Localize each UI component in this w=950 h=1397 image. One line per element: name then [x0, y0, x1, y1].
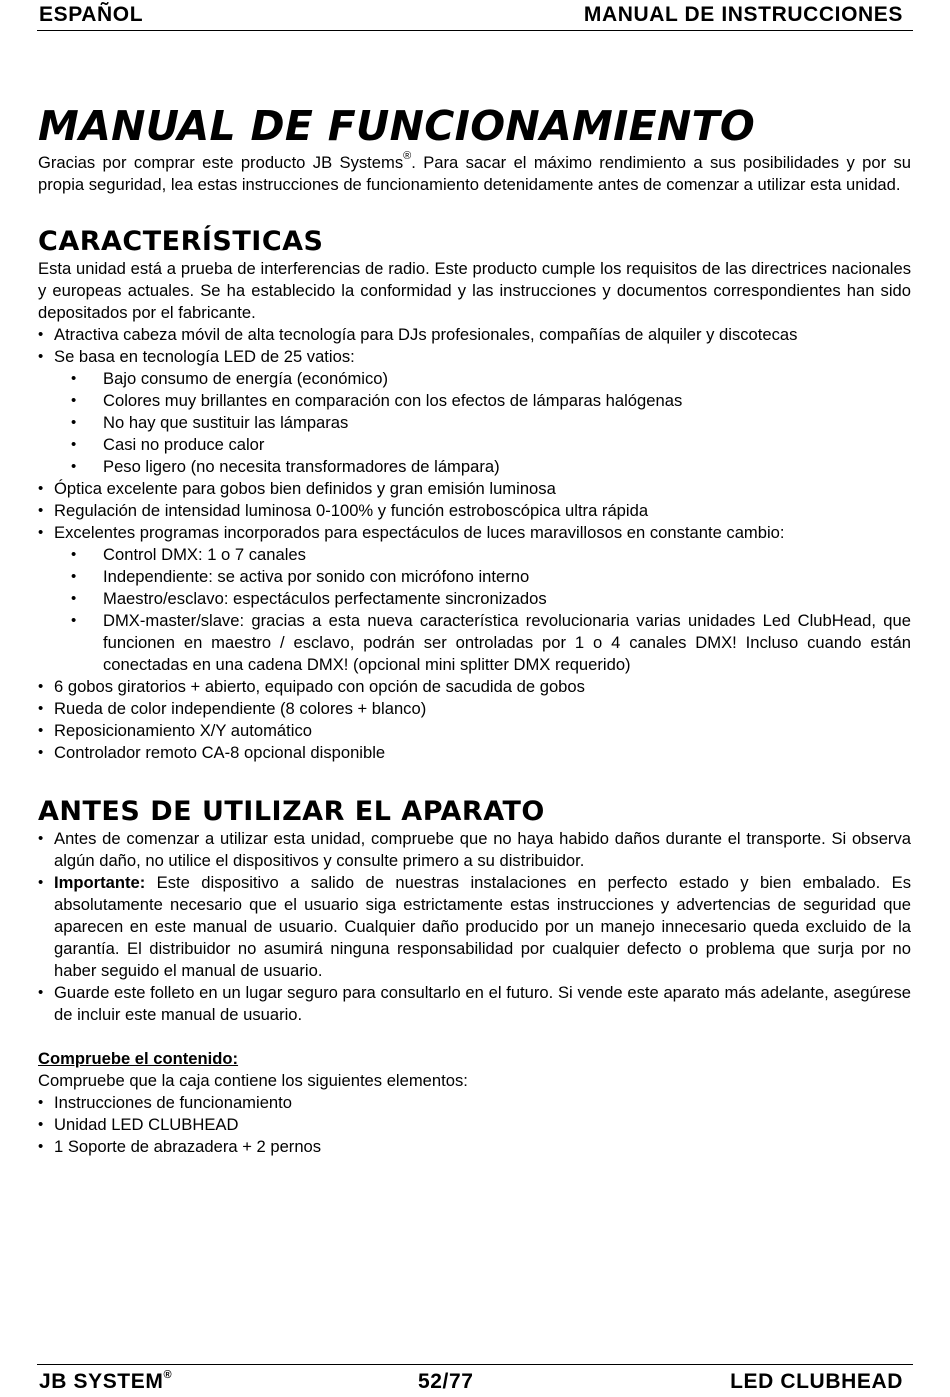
list-item: • Unidad LED CLUBHEAD — [38, 1114, 911, 1136]
list-item: • Control DMX: 1 o 7 canales — [38, 544, 911, 566]
intro-paragraph — [38, 152, 911, 196]
header-manual-title: MANUAL DE INSTRUCCIONES — [583, 3, 903, 26]
footer-product-name: LED CLUBHEAD — [730, 1370, 903, 1393]
page-header — [37, 2, 913, 31]
list-item: • 1 Soporte de abrazadera + 2 pernos — [38, 1136, 911, 1158]
list-item: • Independiente: se activa por sonido con micrófono interno — [38, 566, 911, 588]
features-heading: CARACTERÍSTICAS — [38, 226, 324, 257]
footer-brand-name: JB SYSTEM — [39, 1370, 164, 1393]
list-item: • Peso ligero (no necesita transformadores de lámpara) — [38, 456, 911, 478]
list-item: • Instrucciones de funcionamiento — [38, 1092, 911, 1114]
footer-registered-mark: ® — [163, 1369, 173, 1381]
list-item: • Guarde este folleto en un lugar seguro para consultarlo en el futuro. Si vende este aparato más adelante, asegúrese de incluir este manual de usuario. — [38, 982, 911, 1026]
list-item-label: Se basa en tecnología LED de 25 vatios: — [54, 347, 355, 366]
list-item: • Antes de comenzar a utilizar esta unidad, compruebe que no haya habido daños durante el transporte. Si observa algún daño, no utilice el dispositivos y consulte primero a su distribuidor. — [38, 828, 911, 872]
page-content — [38, 104, 911, 1158]
list-item — [38, 522, 911, 676]
list-item: • Reposicionamiento X/Y automático — [38, 720, 911, 742]
list-item: • Regulación de intensidad luminosa 0-100% y función estroboscópica ultra rápida — [38, 500, 911, 522]
before-use-list — [38, 828, 911, 1026]
led-sublist — [38, 368, 911, 478]
intro-text-after: . Para sacar el máximo rendimiento a sus posibilidades y por su propia seguridad, lea estas instrucciones de funcionamiento detenidamente antes de comenzar a utilizar esta unidad. — [38, 153, 911, 194]
registered-mark: ® — [403, 150, 412, 163]
list-item-label: Excelentes programas incorporados para espectáculos de luces maravillosos en constante cambio: — [54, 523, 785, 542]
footer-brand — [39, 1371, 172, 1393]
features-list — [38, 324, 911, 764]
list-item: • Rueda de color independiente (8 colores + blanco) — [38, 698, 911, 720]
intro-text-before: Gracias por comprar este producto JB Systems — [38, 153, 404, 172]
list-item: • Controlador remoto CA-8 opcional disponible — [38, 742, 911, 764]
list-item: • Óptica excelente para gobos bien definidos y gran emisión luminosa — [38, 478, 911, 500]
list-item: • Casi no produce calor — [38, 434, 911, 456]
important-text: Este dispositivo a salido de nuestras instalaciones en perfecto estado y bien embalado. Es absolutamente necesario que el usuario siga estrictamente estas instrucciones y advertencias de seguridad que aparecen en este manual de usuario. Cualquier daño producido por un manejo innecesario queda excluido de la garantía. El distribuidor no asumirá ninguna responsabilidad por cualquier defecto o problema que surja por no haber seguido el manual de usuario. — [54, 873, 911, 980]
list-item — [38, 872, 911, 982]
before-use-heading: ANTES DE UTILIZAR EL APARATO — [38, 796, 545, 827]
features-paragraph: Esta unidad está a prueba de interferencias de radio. Este producto cumple los requisitos de las directrices nacionales y europeas actuales. Se ha establecido la conformidad y las instrucciones y documentos correspondientes han sido depositados por el fabricante. — [38, 259, 911, 322]
contents-list — [38, 1092, 911, 1158]
list-item: • Colores muy brillantes en comparación con los efectos de lámparas halógenas — [38, 390, 911, 412]
list-item: • 6 gobos giratorios + abierto, equipado con opción de sacudida de gobos — [38, 676, 911, 698]
list-item: • Atractiva cabeza móvil de alta tecnología para DJs profesionales, compañías de alquiler y discotecas — [38, 324, 911, 346]
list-item: • Bajo consumo de energía (económico) — [38, 368, 911, 390]
contents-heading: Compruebe el contenido: — [38, 1049, 239, 1068]
header-language: ESPAÑOL — [39, 3, 144, 26]
list-item: • Maestro/esclavo: espectáculos perfectamente sincronizados — [38, 588, 911, 610]
list-item: • No hay que sustituir las lámparas — [38, 412, 911, 434]
important-label: Importante: — [54, 873, 146, 892]
programs-sublist — [38, 544, 911, 676]
list-item: • DMX-master/slave: gracias a esta nueva característica revolucionaria varias unidades Led ClubHead, que funcionen en maestro / esclavo, podrán ser ontroladas por 1 o 4 canales DMX! Incluso cuando están conectadas en una cadena DMX! (opcional mini splitter DMX requerido) — [38, 610, 911, 676]
page-title: MANUAL DE FUNCIONAMIENTO — [38, 102, 755, 150]
page-footer — [37, 1364, 913, 1397]
list-item — [38, 346, 911, 478]
page-number: 52/77 — [418, 1370, 474, 1393]
contents-intro: Compruebe que la caja contiene los siguientes elementos: — [38, 1071, 468, 1090]
